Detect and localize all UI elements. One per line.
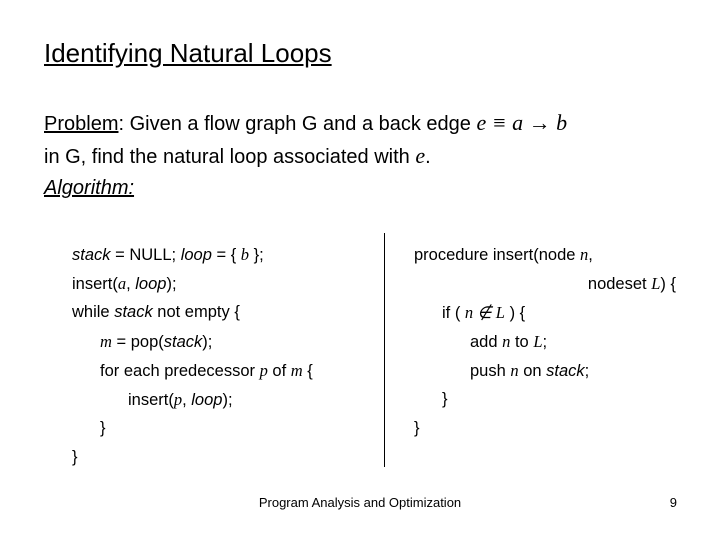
- algorithm-label: Algorithm:: [44, 177, 135, 199]
- code-text: );: [202, 333, 213, 351]
- math-var: n: [580, 245, 589, 264]
- main-algorithm: [72, 240, 313, 472]
- code-text: insert(: [128, 391, 174, 409]
- problem-line-1: [44, 107, 567, 140]
- stack-var: stack: [72, 246, 111, 264]
- code-line: [72, 356, 313, 385]
- loop-var: loop: [191, 391, 223, 409]
- code-line: }: [442, 390, 448, 408]
- code-text: {: [302, 362, 313, 380]
- math-var: a: [117, 274, 127, 293]
- loop-var: loop: [135, 275, 167, 293]
- column-divider: [384, 233, 385, 467]
- code-line: [72, 269, 313, 298]
- code-text: ;: [542, 333, 548, 351]
- code-text: = pop(: [111, 333, 164, 351]
- code-line: }: [72, 448, 78, 466]
- code-line: [414, 356, 676, 385]
- math-var: L: [651, 274, 661, 293]
- code-text: on: [518, 362, 547, 380]
- loop-var: loop: [180, 246, 212, 264]
- math-var: p: [259, 361, 268, 380]
- code-text: while: [72, 303, 115, 321]
- code-text: ,: [182, 391, 192, 409]
- code-line: [72, 240, 313, 269]
- problem-end: .: [425, 146, 431, 168]
- code-text: add: [470, 333, 503, 351]
- math-var: m: [100, 332, 112, 351]
- insert-procedure: [414, 240, 676, 443]
- footer-text: Program Analysis and Optimization: [258, 495, 462, 510]
- code-line: [414, 298, 676, 327]
- page-number: 9: [669, 495, 677, 510]
- problem-line-2: [44, 140, 567, 173]
- math-var: m: [290, 361, 303, 380]
- slide-title: Identifying Natural Loops: [44, 38, 332, 68]
- code-text: };: [249, 246, 264, 264]
- code-text: push: [470, 362, 511, 380]
- code-line: }: [100, 419, 106, 437]
- math-expression: n ∉ L: [464, 303, 505, 322]
- code-text: );: [222, 391, 233, 409]
- code-text: = NULL;: [110, 246, 181, 264]
- problem-text: : Given a flow graph G and a back edge: [118, 113, 477, 135]
- math-var: p: [173, 390, 183, 409]
- code-text: ) {: [660, 275, 676, 293]
- edge-var: e: [415, 143, 426, 168]
- code-text: if (: [442, 304, 465, 322]
- back-edge-formula: e ≡ a → b: [476, 110, 568, 135]
- problem-line-3: [44, 173, 567, 204]
- math-var: n: [502, 332, 511, 351]
- stack-var: stack: [114, 303, 153, 321]
- code-text: = {: [211, 246, 241, 264]
- code-line: [414, 240, 676, 269]
- code-line: [72, 327, 313, 356]
- math-var: n: [510, 361, 519, 380]
- code-text: for each predecessor: [100, 362, 260, 380]
- code-line: [414, 327, 676, 356]
- code-text: nodeset: [587, 275, 652, 293]
- stack-var: stack: [163, 333, 203, 351]
- code-text: ,: [588, 246, 593, 264]
- math-var: b: [240, 245, 250, 264]
- code-line: }: [414, 419, 420, 437]
- code-text: );: [166, 275, 177, 293]
- code-text: to: [510, 333, 534, 351]
- code-line: [414, 269, 676, 298]
- problem-text-2: in G, find the natural loop associated with: [44, 146, 416, 168]
- code-text: of: [267, 362, 291, 380]
- code-line: [72, 298, 313, 327]
- problem-statement: [44, 107, 567, 204]
- stack-var: stack: [546, 362, 585, 380]
- problem-label: Problem: [44, 113, 119, 135]
- code-text: ) {: [504, 304, 526, 322]
- code-line: [72, 385, 313, 414]
- code-text: ,: [126, 275, 136, 293]
- code-text: insert(: [72, 275, 118, 293]
- code-text: procedure insert(node: [414, 246, 581, 264]
- math-var: L: [533, 332, 543, 351]
- code-text: not empty {: [152, 303, 240, 321]
- code-text: ;: [584, 362, 590, 380]
